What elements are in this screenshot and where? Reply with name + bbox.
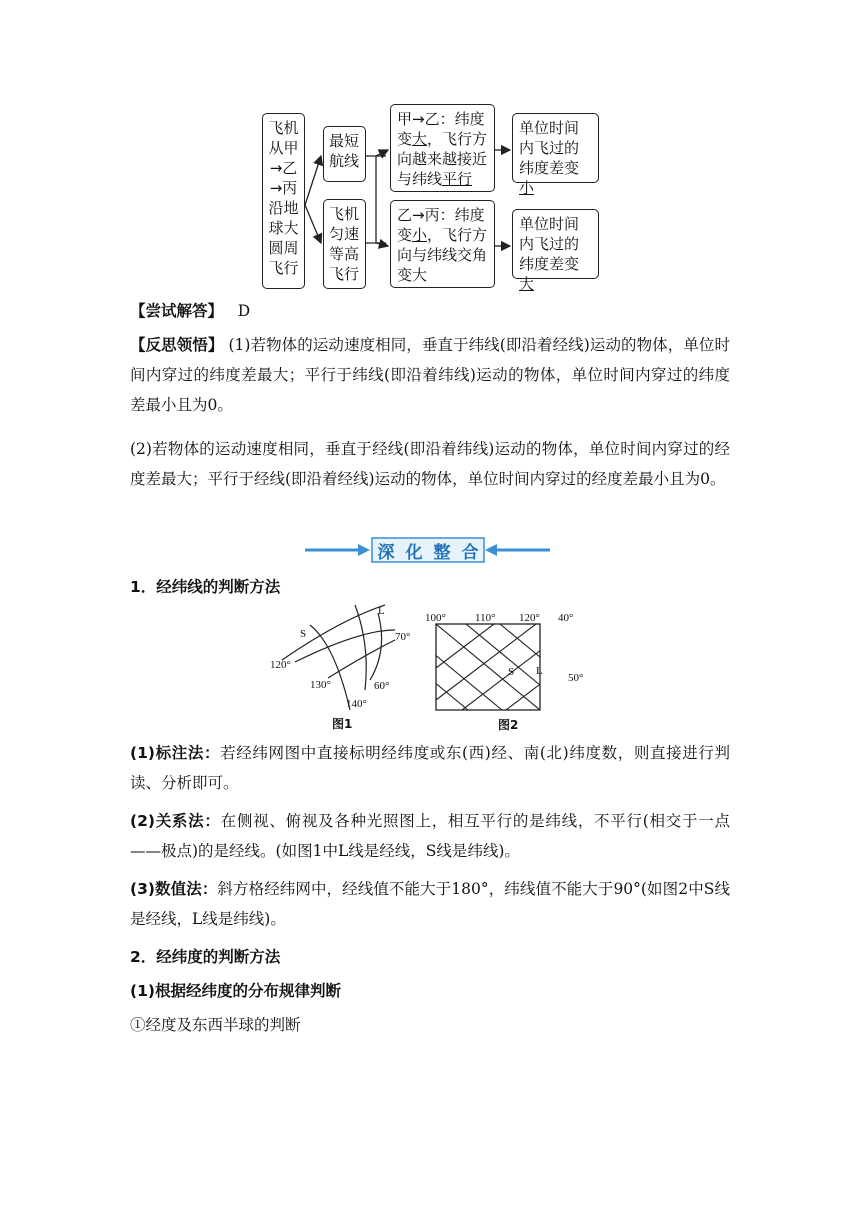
- figure-2-graticule: [422, 608, 597, 713]
- fig2-label-S: S: [508, 666, 515, 678]
- reflect-p2: (2)若物体的运动速度相同，垂直于经线(即沿着纬线)运动的物体，单位时间内穿过的经度差最大；平行于经线(即沿着经线)运动的物体，单位时间内穿过的经度差最小且为0。: [130, 440, 730, 488]
- figure-1: [270, 600, 420, 735]
- method-2: [130, 806, 730, 866]
- subsection-1-title: (1)根据经纬度的分布规律判断: [130, 982, 341, 1000]
- method-2-label: (2)关系法：: [130, 812, 221, 830]
- flow-right-top-box: [390, 104, 495, 192]
- fig2-label-110: 110°: [475, 612, 496, 624]
- flow-start-text: 飞机从甲→乙→丙沿地球大圆周飞行: [268, 119, 299, 277]
- fig2-label-50: 50°: [568, 672, 584, 684]
- flow-mid-top-text: 最短航线: [329, 132, 360, 170]
- figure-1-graticule: [270, 600, 420, 710]
- method-1: [130, 738, 730, 798]
- section-2-title: 2．经纬度的判断方法: [130, 948, 281, 966]
- fig1-label-130: 130°: [310, 679, 331, 691]
- flow-mid-bottom-box: [323, 199, 366, 289]
- reflect-p1: (1)若物体的运动速度相同，垂直于纬线(即沿着经线)运动的物体，单位时间内穿过的纬度差最大；平行于纬线(即沿着纬线)运动的物体，单位时间内穿过的纬度差最小且为0。: [130, 336, 730, 414]
- flow-r2-underline-1: 小: [412, 226, 428, 244]
- figure-2: [422, 608, 597, 735]
- flow-r2-b: ，飞行方向与纬线交角变大: [397, 226, 488, 284]
- flow-r2-a: 乙→丙：纬度变: [397, 206, 485, 244]
- flow-r1-b: ，飞行方向越来越接近与纬线: [397, 130, 488, 188]
- reflect-label: 【反思领悟】: [130, 336, 224, 354]
- answer-label: 【尝试解答】: [130, 302, 224, 320]
- flow-final-top-box: [512, 113, 599, 197]
- flow-f1-a: 单位时间内飞过的纬度差变: [519, 119, 580, 177]
- method-1-text: 若经纬网图中直接标明经纬度或东(西)经、南(北)纬度数，则直接进行判读、分析即可。: [130, 744, 730, 792]
- banner-char-1: 深: [377, 542, 395, 563]
- answer-value: D: [237, 302, 251, 320]
- flow-right-bottom-box: [390, 200, 495, 288]
- banner-char-4: 合: [461, 542, 479, 563]
- flow-r1-a: 甲→乙：纬度变: [397, 110, 485, 148]
- banner-char-3: 整: [433, 542, 451, 563]
- flow-r1-underline-2: 平行: [442, 170, 473, 188]
- flow-diagram: [0, 0, 860, 300]
- section-banner: [300, 536, 555, 564]
- flow-r1-underline-1: 大: [412, 130, 428, 148]
- flow-final-bottom-box: [512, 209, 599, 293]
- flow-f1-underline: 小: [519, 179, 535, 197]
- flow-start-box: [262, 113, 305, 289]
- method-2-text: 在侧视、俯视及各种光照图上，相互平行的是纬线，不平行(相交于一点——极点)的是经线。(如图1中L线是经线，S线是纬线)。: [130, 812, 730, 860]
- fig2-label-120: 120°: [519, 612, 540, 624]
- method-3-text: 斜方格经纬网中，经线值不能大于180°，纬线值不能大于90°(如图2中S线是经线，L线是纬线)。: [130, 880, 730, 928]
- flow-f2-a: 单位时间内飞过的纬度差变: [519, 215, 580, 273]
- fig1-label-140: 140°: [346, 698, 367, 710]
- answer-line: [130, 296, 730, 326]
- fig1-label-120: 120°: [270, 659, 291, 671]
- fig1-label-70: 70°: [395, 631, 411, 643]
- flow-f2-underline: 大: [519, 275, 535, 293]
- fig2-label-100: 100°: [425, 612, 446, 624]
- fig1-label-S: S: [300, 628, 307, 640]
- fig1-label-60: 60°: [374, 680, 390, 692]
- subsection-1a-text: ①经度及东西半球的判断: [130, 1016, 301, 1034]
- method-3-label: (3)数值法：: [130, 880, 218, 898]
- section-1-title: 1．经纬线的判断方法: [130, 578, 281, 596]
- flow-mid-top-box: [323, 126, 366, 182]
- fig1-label-L: L: [378, 605, 385, 617]
- figure-2-caption: 图2: [498, 718, 519, 732]
- banner-char-2: 化: [405, 542, 423, 563]
- method-1-label: (1)标注法：: [130, 744, 221, 762]
- fig2-label-L: L: [536, 665, 543, 677]
- reflect-paragraph-1: [130, 330, 730, 420]
- figure-1-caption: 图1: [332, 717, 353, 731]
- reflect-paragraph-2: [130, 434, 730, 494]
- flow-mid-bottom-text: 飞机匀速等高飞行: [329, 205, 360, 283]
- fig2-label-40: 40°: [558, 612, 574, 624]
- method-3: [130, 874, 730, 934]
